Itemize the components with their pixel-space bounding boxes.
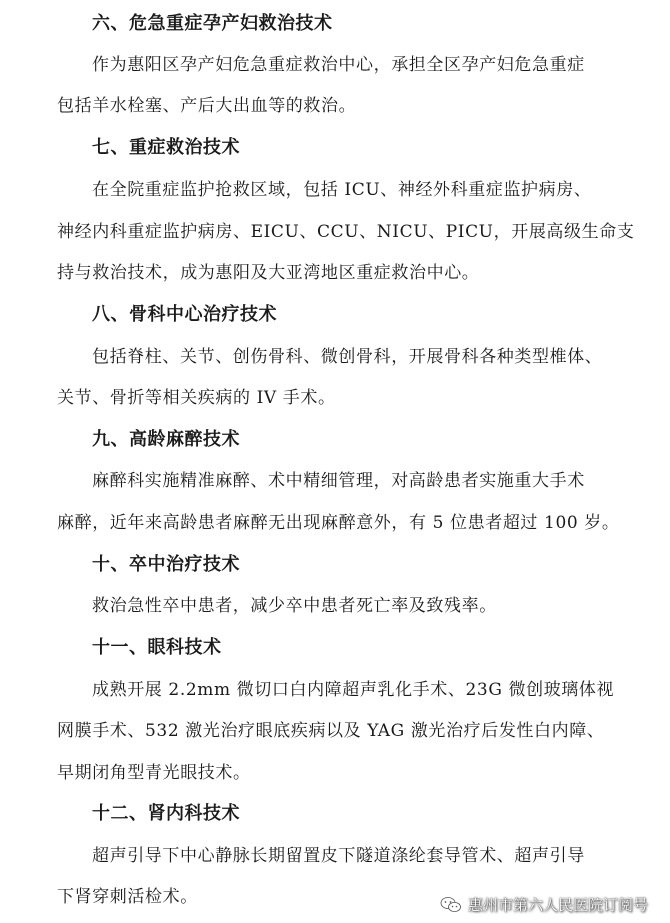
- section-11-line-2: 网膜手术、532 激光治疗眼底疾病以及 YAG 激光治疗后发性白内障、: [57, 721, 605, 741]
- section-heading-9: 九、高龄麻醉技术: [92, 429, 240, 450]
- section-8-line-2: 关节、骨折等相关疾病的 IV 手术。: [57, 388, 336, 408]
- section-9-line-2: 麻醉，近年来高龄患者麻醉无出现麻醉意外，有 5 位患者超过 100 岁。: [57, 513, 620, 533]
- section-12-line-2: 下肾穿刺活检术。: [57, 887, 198, 907]
- section-heading-12: 十二、肾内科技术: [92, 803, 240, 824]
- section-9-line-1: 麻醉科实施精准麻醉、术中精细管理，对高龄患者实施重大手术: [92, 471, 585, 491]
- section-10-line-1: 救治急性卒中患者，减少卒中患者死亡率及致残率。: [92, 596, 497, 616]
- section-heading-8: 八、骨科中心治疗技术: [92, 304, 277, 325]
- section-heading-7: 七、重症救治技术: [92, 137, 240, 158]
- section-6-line-2: 包括羊水栓塞、产后大出血等的救治。: [57, 96, 357, 116]
- section-11-line-1: 成熟开展 2.2mm 微切口白内障超声乳化手术、23G 微创玻璃体视: [92, 680, 615, 700]
- section-8-line-1: 包括脊柱、关节、创伤骨科、微创骨科，开展骨科各种类型椎体、: [92, 347, 603, 367]
- section-6-line-1: 作为惠阳区孕产妇危急重症救治中心，承担全区孕产妇危急重症: [92, 55, 585, 75]
- section-heading-6: 六、危急重症孕产妇救治技术: [92, 13, 333, 34]
- section-heading-10: 十、卒中治疗技术: [92, 554, 240, 575]
- wechat-watermark: [440, 894, 648, 915]
- section-7-line-2: 神经内科重症监护病房、EICU、CCU、NICU、PICU，开展高级生命支: [57, 222, 635, 242]
- section-11-line-3: 早期闭角型青光眼技术。: [57, 763, 251, 783]
- section-7-line-3: 持与救治技术，成为惠阳及大亚湾地区重症救治中心。: [57, 263, 480, 283]
- section-heading-11: 十一、眼科技术: [92, 637, 222, 658]
- section-12-line-1: 超声引导下中心静脉长期留置皮下隧道涤纶套导管术、超声引导: [92, 846, 585, 866]
- wechat-icon: [440, 896, 462, 914]
- watermark-text: 惠州市第六人民医院订阅号: [467, 896, 648, 914]
- section-7-line-1: 在全院重症监护抢救区域，包括 ICU、神经外科重症监护病房、: [92, 180, 592, 200]
